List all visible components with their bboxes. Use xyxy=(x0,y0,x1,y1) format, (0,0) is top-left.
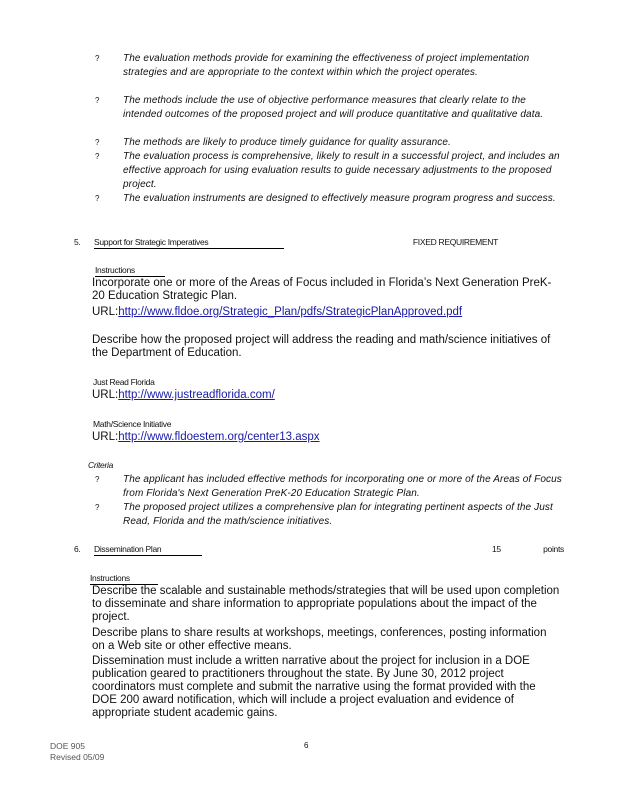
instructions-label: Instructions xyxy=(95,265,165,277)
section-5-paragraph-2: Describe how the proposed project will address the reading and math/science initiatives of the Department of Education. xyxy=(92,334,551,359)
section-5-paragraph-1: Incorporate one or more of the Areas of Focus included in Florida’s Next Generation PreK-20 Education Strategic Plan. xyxy=(92,277,552,302)
section-6-paragraph-2: Describe plans to share results at workshops, meetings, conferences, posting information on a Web site or other effective means. xyxy=(92,627,547,652)
section-title: Support for Strategic Imperatives xyxy=(94,237,284,249)
instructions-label: Instructions xyxy=(90,573,158,585)
bullet-glyph: ? xyxy=(95,152,100,161)
criteria-item: ? The evaluation process is comprehensive, likely to result in a successful project, and includes an effective approach for using evaluation results to guide necessary adjustments to the proposed project. xyxy=(95,151,560,190)
math-science-label: Math/Science Initiative xyxy=(93,419,172,429)
revision-date: Revised 05/09 xyxy=(50,752,105,762)
bullet-glyph: ? xyxy=(95,475,100,484)
requirement-label: FIXED REQUIREMENT xyxy=(412,237,498,247)
section-title: Dissemination Plan xyxy=(94,544,202,556)
url-line-3: URL:http://www.fldoestem.org/center13.aspx xyxy=(92,431,320,443)
just-read-label: Just Read Florida xyxy=(93,377,155,387)
strategic-plan-link[interactable]: http://www.fldoe.org/Strategic_Plan/pdfs/StrategicPlanApproved.pdf xyxy=(118,306,463,318)
just-read-florida-link[interactable]: http://www.justreadflorida.com/ xyxy=(118,389,275,401)
bullet-glyph: ? xyxy=(95,138,100,147)
criteria-item: ? The methods are likely to produce timely guidance for quality assurance. xyxy=(95,137,451,148)
bullet-glyph: ? xyxy=(95,194,100,203)
points-label: points xyxy=(543,544,564,554)
criteria-item: ? The evaluation instruments are designed to effectively measure program progress and success. xyxy=(95,193,556,204)
section-number: 6. xyxy=(74,544,81,554)
criteria-item: ? The proposed project utilizes a comprehensive plan for integrating pertinent aspects of the Just Read, Florida and the math/science initiatives. xyxy=(95,502,553,527)
points-value: 15 xyxy=(492,544,501,554)
evaluation-criteria-list xyxy=(92,52,562,220)
section-6-paragraph-3: Dissemination must include a written narrative about the project for inclusion in a DOE publication geared to practitioners throughout the state. By June 30, 2012 project coordinators must complete and submit the narrative using the format provided with the DOE 200 award notification, which will include a project evaluation and evidence of appropriate student academic gains. xyxy=(92,655,536,719)
bullet-glyph: ? xyxy=(95,54,100,63)
criteria-label: Criteria xyxy=(88,460,113,470)
bullet-glyph: ? xyxy=(95,503,100,512)
bullet-glyph: ? xyxy=(95,96,100,105)
form-number: DOE 905 xyxy=(50,741,85,751)
section-5-criteria-list xyxy=(92,473,562,529)
url-line-2: URL:http://www.justreadflorida.com/ xyxy=(92,389,275,401)
fldoestem-link[interactable]: http://www.fldoestem.org/center13.aspx xyxy=(118,431,320,443)
footer xyxy=(50,741,104,763)
section-6-heading xyxy=(74,544,564,558)
criteria-item: ? The applicant has included effective methods for incorporating one or more of the Areas of Focus from Florida's Next Generation PreK-20 Education Strategic Plan. xyxy=(95,474,562,499)
url-line-1: URL:http://www.fldoe.org/Strategic_Plan/pdfs/StrategicPlanApproved.pdf xyxy=(92,306,463,318)
section-6-paragraph-1: Describe the scalable and sustainable methods/strategies that will be used upon completion to disseminate and share information to appropriate populations about the impact of the project. xyxy=(92,585,560,623)
section-number: 5. xyxy=(74,237,81,247)
section-5-heading xyxy=(74,237,564,251)
criteria-item: ? The methods include the use of objective performance measures that clearly relate to the intended outcomes of the proposed project and will produce quantitative and qualitative data. xyxy=(95,95,544,120)
criteria-item: ? The evaluation methods provide for examining the effectiveness of project implementation strategies and are appropriate to the context within which the project operates. xyxy=(95,53,530,78)
page-number: 6 xyxy=(304,741,309,750)
